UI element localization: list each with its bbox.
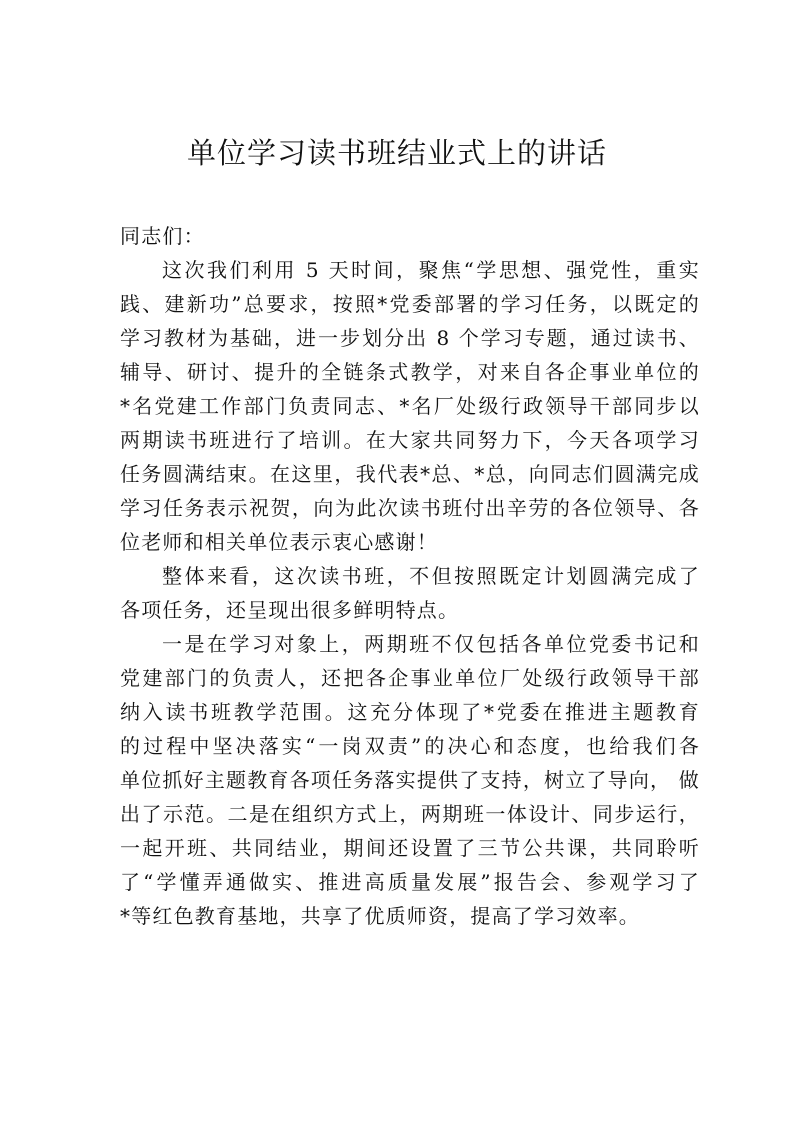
paragraph-3-line-1: 一是在学习对象上，两期班不仅包括各单位党委书记和 [162,632,700,656]
paragraph-1-line-7: 任务圆满结束。在这里，我代表*总、*总，向同志们圆满完成 [120,462,700,486]
speech-body [120,219,700,933]
document-title: 单位学习读书班结业式上的讲话 [186,136,607,170]
paragraph-2-line-1: 整体来看，这次读书班，不但按照既定计划圆满完成了 [162,564,700,588]
paragraph-1-line-4: 辅导、研讨、提升的全链条式教学，对来自各企事业单位的 [120,360,700,384]
paragraph-3-line-6: 出了示范。二是在组织方式上，两期班一体设计、同步运行， [120,802,700,826]
paragraph-1-line-1: 这次我们利用 5 天时间，聚焦“学思想、强党性，重实 [162,258,700,282]
paragraph-2-line-2: 各项任务，还呈现出很多鲜明特点。 [120,598,460,622]
paragraph-3-line-4: 的过程中坚决落实“一岗双责”的决心和态度，也给我们各 [120,734,700,758]
paragraph-3-line-9: *等红色教育基地，共享了优质师资，提高了学习效率。 [120,904,640,928]
paragraph-1-line-9: 位老师和相关单位表示衷心感谢！ [120,530,438,554]
paragraph-1-line-2: 践、建新功”总要求，按照*党委部署的学习任务，以既定的 [120,292,700,316]
paragraph-3-line-5: 单位抓好主题教育各项任务落实提供了支持，树立了导向， 做 [120,768,700,792]
paragraph-3-line-2: 党建部门的负责人，还把各企事业单位厂处级行政领导干部 [120,666,700,690]
paragraph-1-line-8: 学习任务表示祝贺，向为此次读书班付出辛劳的各位领导、各 [120,496,700,520]
paragraph-1-line-5: *名党建工作部门负责同志、*名厂处级行政领导干部同步以 [120,394,700,418]
paragraph-3-line-7: 一起开班、共同结业，期间还设置了三节公共课，共同聆听 [120,836,700,860]
salutation: 同志们： [120,224,205,248]
paragraph-1-line-3: 学习教材为基础，进一步划分出 8 个学习专题，通过读书、 [120,326,700,350]
paragraph-3-line-3: 纳入读书班教学范围。这充分体现了*党委在推进主题教育 [120,700,700,724]
paragraph-1-line-6: 两期读书班进行了培训。在大家共同努力下，今天各项学习 [120,428,700,452]
paragraph-3-line-8: 了“学懂弄通做实、推进高质量发展”报告会、参观学习了 [120,870,700,894]
